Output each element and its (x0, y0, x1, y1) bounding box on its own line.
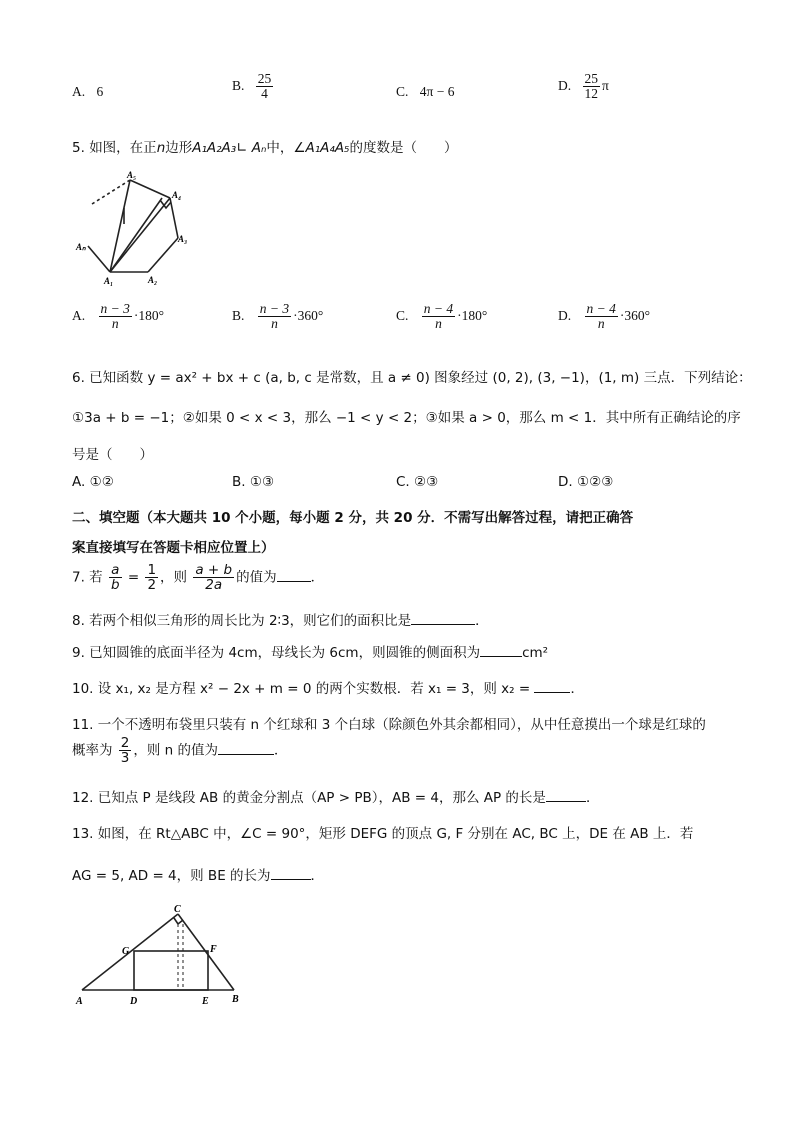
section-heading-line-2: 案直接填写在答题卡相应位置上） (72, 540, 275, 556)
fraction-numerator: 25 (257, 71, 272, 86)
q6-line-1: 6. 已知函数 y = ax² + bx + c (a, b, c 是常数，且 a ≠ 0) 图象经过 (0, 2), (3, −1)，(1, m) 三点．下列结论： (72, 370, 752, 386)
q13-text: AG = 5, AD = 4，则 BE 的长为 (72, 868, 271, 884)
figure-label-c: C (174, 904, 181, 915)
option-tail: ·360° (293, 307, 324, 323)
option-label: A. (72, 307, 86, 323)
q12 (72, 786, 599, 806)
option-tail: ·180° (457, 307, 488, 323)
q5-option-b (232, 302, 323, 331)
q6-option-a (72, 474, 114, 490)
option-fraction (422, 302, 455, 331)
q11-end: ． (274, 742, 288, 759)
q11-fraction (119, 736, 132, 765)
fraction-numerator: a + b (195, 562, 233, 578)
fraction-denominator: n (111, 316, 119, 332)
q5-option-d (558, 302, 650, 331)
option-label: D. (558, 307, 572, 323)
option-value: 4π − 6 (419, 84, 455, 99)
q5-option-c (396, 302, 487, 331)
fraction-denominator: 4 (261, 86, 268, 102)
option-label: D. (558, 474, 573, 490)
q12-end: ． (585, 790, 600, 806)
question-number: 7. 若 (72, 569, 103, 586)
q8 (72, 609, 489, 629)
q8-text: 8. 若两个相似三角形的周长比为 2∶3，则它们的面积比是 (72, 613, 412, 629)
fraction-numerator: n − 4 (586, 301, 616, 316)
fraction-denominator: 12 (584, 86, 598, 102)
q7-mid-text: ，则 (160, 569, 188, 586)
fraction-numerator: a (109, 563, 122, 578)
fraction-denominator: b (110, 577, 120, 594)
answer-blank[interactable] (480, 644, 522, 657)
figure-label-a3: A₃ (178, 234, 188, 244)
q4-option-c (396, 84, 454, 100)
q5-text-b: 边形 (165, 140, 193, 156)
option-label: B. (232, 77, 245, 93)
q13-triangle-figure (74, 902, 264, 1012)
q5-option-a (72, 302, 164, 331)
q4-option-b (232, 72, 275, 101)
q11-line-1: 11. 一个不透明布袋里只装有 n 个红球和 3 个白球（除颜色外其余都相同），从中任意摸出一个球是红球的 (72, 717, 706, 733)
option-tail: ·360° (619, 307, 651, 323)
q5-stem (72, 136, 457, 156)
q5-polygon-figure (74, 168, 204, 288)
fraction-numerator: n − 3 (259, 301, 290, 316)
option-fraction (583, 72, 601, 101)
fraction-denominator: 2 (147, 577, 157, 594)
section-heading-line-1: 二、填空题（本大题共 10 个小题，每小题 2 分，共 20 分．不需写出解答过程，请把正确答 (72, 510, 634, 526)
option-label: B. (232, 474, 246, 490)
option-value: 6 (96, 84, 104, 99)
q7-fraction-3 (193, 563, 234, 592)
q11-text-b: ，则 n 的值为 (133, 742, 219, 759)
fraction-denominator: 3 (120, 750, 130, 767)
q5-n: n (156, 140, 166, 156)
option-fraction (99, 302, 132, 331)
q11-line-2 (72, 736, 288, 765)
q7-fraction-1 (109, 563, 122, 592)
figure-label-f: F (210, 944, 217, 955)
q6-option-c (396, 474, 438, 490)
q13-line-2 (72, 864, 324, 884)
fraction-numerator: n − 4 (423, 301, 454, 316)
q10-end: ． (570, 681, 584, 697)
q9 (72, 641, 548, 661)
q4-option-a (72, 84, 103, 100)
figure-label-g: G (122, 946, 130, 957)
q7 (72, 563, 324, 592)
q6-option-b (232, 474, 274, 490)
figure-label-b: B (232, 994, 239, 1005)
answer-blank[interactable] (277, 569, 311, 582)
q4-option-d (558, 72, 609, 101)
option-label: A. (72, 84, 86, 99)
question-number: 5. (72, 140, 85, 156)
figure-label-an: Aₙ (76, 242, 86, 252)
option-value: ②③ (414, 474, 439, 490)
figure-label-a4: A₄ (172, 190, 182, 200)
fraction-denominator: n (597, 316, 605, 332)
option-label: A. (72, 474, 86, 490)
q5-text-a: 如图，在正 (89, 140, 157, 156)
q5-text-c: 中， (266, 140, 294, 156)
figure-label-e: E (202, 996, 209, 1007)
q7-fraction-2 (145, 563, 158, 592)
q6-option-d (558, 474, 613, 490)
answer-blank[interactable] (271, 867, 311, 880)
q7-equals: = (127, 569, 140, 586)
answer-blank[interactable] (218, 742, 274, 755)
figure-label-a1: A₁ (104, 276, 114, 286)
fraction-numerator: 2 (120, 735, 130, 751)
q12-text: 12. 已知点 P 是线段 AB 的黄金分割点（AP > PB），AB = 4，那么 AP 的长是 (72, 790, 546, 806)
figure-label-d: D (130, 996, 138, 1007)
option-value: ①③ (249, 474, 275, 490)
q5-polygon: A₁A₂A₃∟ Aₙ (192, 140, 267, 156)
option-label: D. (558, 77, 572, 93)
option-value: ①②③ (576, 474, 614, 490)
q9-text: 9. 已知圆锥的底面半径为 4cm，母线长为 6cm，则圆锥的侧面积为 (72, 645, 481, 661)
q9-unit: cm² (522, 645, 549, 661)
figure-label-a: A (76, 996, 83, 1007)
q13-line-1: 13. 如图，在 Rt△ABC 中，∠C = 90°，矩形 DEFG 的顶点 G, F 分别在 AC, BC 上，DE 在 AB 上．若 (72, 826, 694, 842)
q6-line-2: ①3a + b = −1；②如果 0 < x < 3，那么 −1 < y < 2；③如果 a > 0，那么 m < 1．其中所有正确结论的序 (72, 410, 741, 426)
figure-label-a2: A₂ (148, 275, 158, 285)
answer-blank[interactable] (546, 789, 586, 802)
q7-tail-text: 的值为 (236, 569, 277, 586)
option-value: ①② (89, 474, 114, 490)
answer-blank[interactable] (411, 612, 475, 625)
q5-text-d: 的度数是（ ） (349, 140, 458, 156)
q11-text-a: 概率为 (72, 742, 113, 759)
q5-angle: ∠A₁A₄A₅ (293, 140, 350, 156)
figure-label-a5: A₅ (127, 170, 137, 180)
q8-end: ． (475, 613, 489, 629)
option-fraction (585, 302, 618, 331)
option-label: C. (396, 474, 410, 490)
fraction-denominator: n (271, 316, 278, 332)
q10-text: 10. 设 x₁, x₂ 是方程 x² − 2x + m = 0 的两个实数根．若 x₁ = 3，则 x₂ = (72, 681, 531, 697)
option-label: B. (232, 307, 245, 323)
q7-end: ． (310, 569, 325, 586)
option-label: C. (396, 307, 409, 323)
answer-blank[interactable] (534, 680, 570, 693)
fraction-denominator: n (435, 316, 442, 332)
option-fraction (258, 302, 291, 331)
option-suffix: π (602, 77, 609, 93)
fraction-denominator: 2a (205, 577, 223, 594)
q10 (72, 677, 584, 697)
fraction-numerator: n − 3 (100, 301, 130, 316)
fraction-numerator: 1 (147, 562, 157, 578)
fraction-numerator: 25 (584, 71, 598, 86)
option-label: C. (396, 84, 409, 99)
q6-line-3: 号是（ ） (72, 447, 153, 463)
option-tail: ·180° (133, 307, 165, 323)
q13-end: ． (310, 868, 325, 884)
option-fraction (256, 72, 274, 101)
